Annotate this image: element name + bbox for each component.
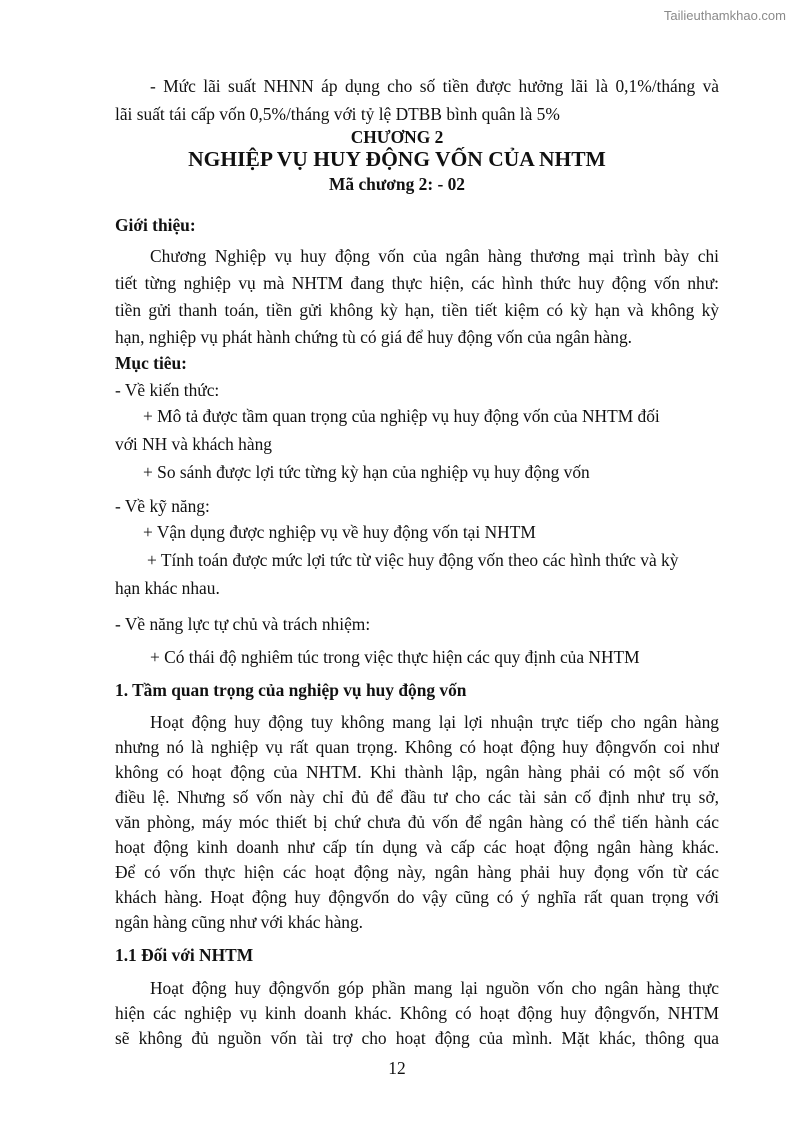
section-1-heading: 1. Tầm quan trọng của nghiệp vụ huy động vốn — [115, 680, 467, 700]
intro-line-1: - Mức lãi suất NHNN áp dụng cho số tiền được hưởng lãi là 0,1%/tháng và — [150, 76, 719, 96]
section-1-1-line-1: Hoạt động huy độngvốn góp phần mang lại nguồn vốn cho ngân hàng thực — [150, 978, 719, 998]
muc-tieu-heading: Mục tiêu: — [115, 353, 187, 373]
chapter-title: NGHIỆP VỤ HUY ĐỘNG VỐN CỦA NHTM — [188, 147, 606, 171]
section-1-line-3: không có hoạt động của NHTM. Khi thành lập, ngân hàng phải có một số vốn — [115, 762, 719, 782]
section-1-line-8: khách hàng. Hoạt động huy độngvốn do vậy cũng có ý nghĩa rất quan trọng với — [115, 887, 719, 907]
nang-luc-label: - Về năng lực tự chủ và trách nhiệm: — [115, 614, 371, 634]
ky-nang-item-2: + Tính toán được mức lợi tức từ việc huy động vốn theo các hình thức và kỳ — [147, 550, 679, 570]
nang-luc-item-1: + Có thái độ nghiêm túc trong việc thực hiện các quy định của NHTM — [150, 647, 640, 667]
gioi-thieu-line-3: tiền gửi thanh toán, tiền gửi không kỳ hạn, tiền tiết kiệm có kỳ hạn và không kỳ — [115, 300, 719, 320]
section-1-line-2: nhưng nó là nghiệp vụ rất quan trọng. Không có hoạt động huy độngvốn coi như — [115, 737, 719, 757]
section-1-line-7: Để có vốn thực hiện các hoạt động này, ngân hàng phải huy đọng vốn từ các — [115, 862, 719, 882]
kien-thuc-label: - Về kiến thức: — [115, 380, 220, 400]
ky-nang-item-1: + Vận dụng được nghiệp vụ về huy động vốn tại NHTM — [143, 522, 536, 542]
section-1-line-1: Hoạt động huy động tuy không mang lại lợi nhuận trực tiếp cho ngân hàng — [150, 712, 719, 732]
ky-nang-label: - Về kỹ năng: — [115, 496, 210, 516]
ky-nang-item-2-cont: hạn khác nhau. — [115, 578, 220, 598]
page-number: 12 — [388, 1058, 406, 1078]
section-1-line-6: hoạt động kinh doanh như cấp tín dụng và cấp các hoạt động ngân hàng khác. — [115, 837, 719, 857]
section-1-1-line-3: sẽ không đủ nguồn vốn tài trợ cho hoạt động của mình. Mặt khác, thông qua — [115, 1028, 719, 1048]
section-1-line-5: văn phòng, máy móc thiết bị chứ chưa đủ vốn để ngân hàng có thể tiến hành các — [115, 812, 719, 832]
chapter-label: CHƯƠNG 2 — [350, 127, 444, 147]
intro-line-2: lãi suất tái cấp vốn 0,5%/tháng với tỷ lệ DTBB bình quân là 5% — [115, 104, 560, 124]
chapter-code: Mã chương 2: - 02 — [329, 174, 465, 194]
gioi-thieu-heading: Giới thiệu: — [115, 215, 196, 235]
gioi-thieu-line-2: tiết từng nghiệp vụ mà NHTM đang thực hiện, các hình thức huy động vốn như: — [115, 273, 719, 293]
section-1-1-heading: 1.1 Đối với NHTM — [115, 945, 254, 965]
gioi-thieu-line-1: Chương Nghiệp vụ huy động vốn của ngân hàng thương mại trình bày chi — [150, 246, 719, 266]
kien-thuc-item-1-cont: với NH và khách hàng — [115, 434, 272, 454]
section-1-line-9: ngân hàng cũng như với khác hàng. — [115, 912, 364, 932]
kien-thuc-item-2: + So sánh được lợi tức từng kỳ hạn của nghiệp vụ huy động vốn — [143, 462, 590, 482]
kien-thuc-item-1: + Mô tả được tầm quan trọng của nghiệp vụ huy động vốn của NHTM đối — [143, 406, 660, 426]
watermark: Tailieuthamkhao.com — [663, 8, 786, 23]
gioi-thieu-line-4: hạn, nghiệp vụ phát hành chứng tù có giá để huy động vốn của ngân hàng. — [115, 327, 633, 347]
section-1-line-4: điều lệ. Nhưng số vốn này chỉ đủ để đầu tư cho các tài sản cố định như trụ sở, — [115, 787, 719, 807]
section-1-1-line-2: hiện các nghiệp vụ kinh doanh khác. Không có hoạt động huy độngvốn, NHTM — [115, 1003, 719, 1023]
